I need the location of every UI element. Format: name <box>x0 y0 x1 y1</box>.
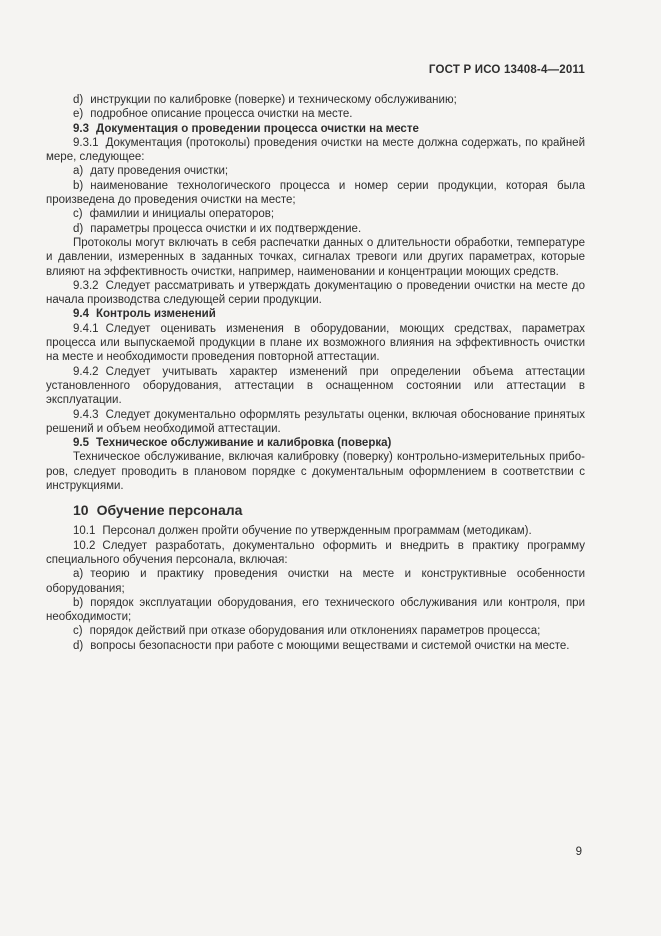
list-marker: b) <box>73 596 84 609</box>
list-marker: d) <box>73 222 84 235</box>
doc-paragraph: 9.4.1 Следует оценивать изменения в оборудовании, моющих средствах, параметрах процесса или выпускаемой продукции в плане их возможного влияния на эффективность очистки на месте и необходимости проведения повторной аттестации. <box>46 322 585 364</box>
doc-list-item: c) фамилии и инициалы операторов; <box>73 208 275 221</box>
running-header: ГОСТ Р ИСО 13408-4—2011 <box>428 64 585 76</box>
list-marker: e) <box>73 108 84 121</box>
doc-subsection-heading: 9.4 Контроль изменений <box>73 308 216 321</box>
clause-number: 9.3.1 <box>73 136 99 149</box>
doc-list-item: b) наименование технологического процесса и номер серии продукции, которая была произведена до проведения очистки на месте; <box>46 179 585 207</box>
doc-list-item: a) теорию и практику проведения очистки на месте и конструктивные особенности оборудования; <box>46 568 585 595</box>
doc-subsection-heading: 9.3 Документация о проведении процесса очистки на месте <box>73 122 419 135</box>
clause-number: 9.4.1 <box>73 322 99 335</box>
list-marker: b) <box>73 179 84 192</box>
clause-number: 9.5 <box>73 437 89 450</box>
doc-list-item: b) порядок эксплуатации оборудования, его технического обслуживания или контроля, при необходимости; <box>46 596 585 624</box>
clause-number: 9.4.3 <box>73 408 99 421</box>
doc-paragraph: Протоколы могут включать в себя распечатки данных о длительности обработки, температуре и давлении, измеренных в заданных точках, сигналах тревоги или других параметрах, которые влияют на эффективность очистки, например, наименовании и концентрации моющих средств. <box>46 236 585 278</box>
list-marker: c) <box>73 208 83 221</box>
doc-paragraph: 9.3.2 Следует рассматривать и утверждать документацию о проведении очистки на месте до начала производства следующей серии продукции. <box>46 279 585 307</box>
clause-number: 9.3.2 <box>73 279 99 292</box>
doc-paragraph: 9.4.2 Следует учитывать характер изменений при определении объема аттестации установленного оборудования, аттестации в оснащенном состоянии или аттестации в эксплуатации. <box>46 365 585 407</box>
doc-list-item: d) инструкции по калибровке (поверке) и техническому обслуживанию; <box>73 94 457 106</box>
doc-paragraph: 9.4.3 Следует документально оформлять результаты оценки, включая обоснование принятых решений и объем необходимой аттестации. <box>46 408 585 435</box>
doc-paragraph: Техническое обслуживание, включая калибровку (поверку) контрольно-измерительных приборов, следует проводить в плановом порядке с документальным оформлением в соответствии с инструкциями. <box>46 451 585 493</box>
doc-list-item: e) подробное описание процесса очистки на месте. <box>73 108 353 121</box>
doc-list-item: a) дату проведения очистки; <box>73 165 229 178</box>
page-number: 9 <box>575 846 582 858</box>
list-marker: a) <box>73 165 84 178</box>
doc-subsection-heading: 9.5 Техническое обслуживание и калибровка (поверка) <box>73 437 392 450</box>
list-marker: c) <box>73 625 83 638</box>
clause-number: 9.3 <box>73 122 89 135</box>
clause-number: 10 <box>73 502 89 519</box>
document-content <box>46 93 585 653</box>
doc-paragraph: 9.3.1 Документация (протоколы) проведения очистки на месте должна содержать, по крайней мере, следующее: <box>46 136 585 164</box>
clause-number: 10.1 <box>73 525 96 538</box>
doc-list-item: d) параметры процесса очистки и их подтверждение. <box>73 222 362 235</box>
doc-list-item: d) вопросы безопасности при работе с моющими веществами и системой очистки на месте. <box>73 639 570 652</box>
clause-number: 9.4.2 <box>73 365 99 378</box>
doc-paragraph: 10.1 Персонал должен пройти обучение по утвержденным программам (методикам). <box>73 525 532 538</box>
list-marker: a) <box>73 568 84 581</box>
doc-chapter-heading: 10 Обучение персонала <box>73 502 243 519</box>
clause-number: 10.2 <box>73 539 96 552</box>
list-marker: d) <box>73 639 84 652</box>
doc-paragraph: 10.2 Следует разработать, документально оформить и внедрить в практику программу специального обучения персонала, включая: <box>46 539 585 566</box>
clause-number: 9.4 <box>73 308 89 321</box>
list-marker: d) <box>73 94 84 106</box>
doc-list-item: c) порядок действий при отказе оборудования или отклонениях параметров процесса; <box>73 625 541 638</box>
